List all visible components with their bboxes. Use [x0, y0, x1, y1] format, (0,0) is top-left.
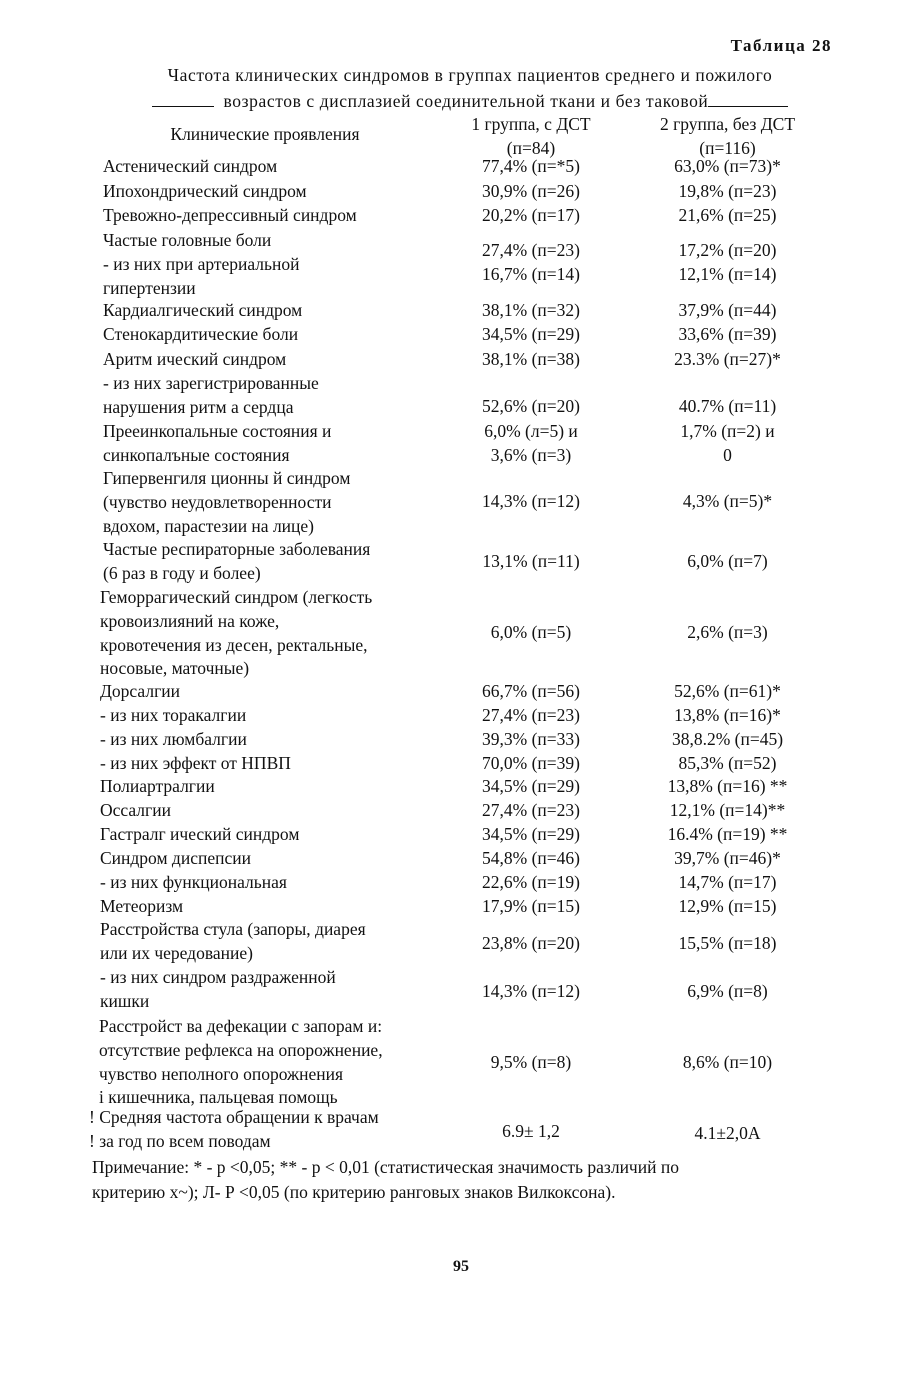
- group-2-value: 21,6% (п=25): [678, 205, 777, 225]
- row-label: - из них зарегистрированные нарушения ритм а сердца: [103, 373, 319, 417]
- group-2-value: 12,9% (п=15): [678, 896, 777, 916]
- row-label: Кардиалгический синдром: [103, 300, 303, 320]
- row-label: Расстройст ва дефекации с запорам и: отсутствие рефлекса на опорожнение, чувство неполного опорожнения і кишечника, пальцевая помощь: [99, 1016, 383, 1108]
- caption-line-2: возрастов с дисплазией соединительной ткани и без таковой: [223, 91, 709, 111]
- group-2-value: 14,7% (п=17): [678, 872, 777, 892]
- group-1-value: 14,3% (п=12): [482, 491, 580, 511]
- group-1-value: 77,4% (п=*5): [482, 156, 580, 176]
- row-label: Тревожно-депрессивный синдром: [103, 205, 357, 225]
- group-2-value: 13,8% (п=16)*: [674, 705, 781, 725]
- row-label: Оссалгии: [100, 800, 171, 820]
- row-label: Геморрагический синдром (легкость кровоизлияний на коже, кровотечения из десен, ректальные, носовые, маточные): [100, 587, 373, 679]
- row-label: Аритм ический синдром: [103, 349, 287, 369]
- group-1-value: 14,3% (п=12): [482, 981, 580, 1001]
- group-2-value: 40.7% (п=11): [678, 396, 777, 416]
- group-1-value: 30,9% (п=26): [482, 181, 580, 201]
- group-2-value: 1,7% (п=2) и 0: [680, 421, 775, 465]
- group-1-value: 23,8% (п=20): [482, 933, 580, 953]
- group-1-value: 6,0% (л=5) и 3,6% (п=3): [484, 421, 578, 465]
- row-label: - из них люмбалгии: [100, 729, 247, 749]
- group-1-value: 66,7% (п=56): [482, 681, 580, 701]
- group-1-value: 20,2% (п=17): [482, 205, 580, 225]
- row-label: Гипервенгиля ционны й синдром (чувство неудовлетворенности вдохом, парастезии на лице): [103, 468, 351, 536]
- row-label: - из них синдром раздраженной кишки: [100, 967, 336, 1011]
- row-label: - из них функциональная: [100, 872, 287, 892]
- group-1-value: 27,4% (п=23) 16,7% (п=14): [482, 240, 580, 284]
- header-clinical-manifestations: Клинические проявления: [170, 124, 360, 144]
- row-label: Метеоризм: [100, 896, 184, 916]
- group-1-value: 22,6% (п=19): [482, 872, 580, 892]
- group-1-value: 34,5% (п=29): [482, 824, 580, 844]
- group-2-value: 23.3% (п=27)*: [674, 349, 781, 369]
- group-2-value: 85,3% (п=52): [678, 753, 777, 773]
- group-2-value: 13,8% (п=16) **: [667, 776, 788, 796]
- row-label: Дорсалгии: [100, 681, 180, 701]
- group-2-value: 2,6% (п=3): [687, 622, 768, 642]
- caption-line-2-wrap: [90, 88, 850, 114]
- group-2-value: 63,0% (п=73)*: [674, 156, 781, 176]
- table-note: [92, 1155, 812, 1205]
- caption-line-1: Частота клинических синдромов в группах пациентов среднего и пожилого: [167, 65, 773, 85]
- group-2-value: 12,1% (п=14)**: [669, 800, 786, 820]
- group-1-value: 34,5% (п=29): [482, 776, 580, 796]
- row-label: Ипохондрический синдром: [103, 181, 307, 201]
- group-1-value: 9,5% (п=8): [490, 1052, 572, 1072]
- group-2-value: 52,6% (п=61)*: [674, 681, 781, 701]
- group-2-value: 4,3% (п=5)*: [682, 491, 773, 511]
- group-1-value: 38,1% (п=32): [482, 300, 580, 320]
- header-group-2: 2 группа, без ДСТ (п=116): [659, 114, 796, 158]
- group-2-value: 17,2% (п=20) 12,1% (п=14): [678, 240, 777, 284]
- group-1-value: 6,0% (п=5): [490, 622, 572, 642]
- group-2-value: 8,6% (п=10): [682, 1052, 773, 1072]
- group-2-value: 33,6% (п=39): [678, 324, 777, 344]
- row-label: - из них торакалгии: [100, 705, 247, 725]
- row-label: Частые респираторные заболевания (6 раз в году и более): [103, 539, 371, 583]
- table-caption: [90, 62, 850, 114]
- note-line-2: критерию x~); Л- Р <0,05 (по критерию ранговых знаков Вилкоксона).: [92, 1182, 616, 1202]
- group-1-value: 70,0% (п=39): [482, 753, 580, 773]
- group-2-value: 19,8% (п=23): [678, 181, 777, 201]
- page-number: 95: [453, 1258, 469, 1275]
- group-2-value: 16.4% (п=19) **: [667, 824, 788, 844]
- group-2-value: 15,5% (п=18): [678, 933, 777, 953]
- row-label: Полиартралгии: [100, 776, 215, 796]
- group-2-value: 6,9% (п=8): [687, 981, 768, 1001]
- group-2-value: 4.1±2,0А: [694, 1123, 761, 1143]
- group-1-value: 17,9% (п=15): [482, 896, 580, 916]
- group-1-value: 27,4% (п=23): [482, 705, 580, 725]
- group-1-value: 6.9± 1,2: [502, 1121, 560, 1141]
- group-1-value: 54,8% (п=46): [482, 848, 580, 868]
- row-label: Астенический синдром: [103, 156, 278, 176]
- group-1-value: 13,1% (п=11): [482, 551, 580, 571]
- group-2-value: 6,0% (п=7): [687, 551, 768, 571]
- group-1-value: 34,5% (п=29): [482, 324, 580, 344]
- header-group-1: 1 группа, с ДСТ (п=84): [471, 114, 591, 158]
- group-1-value: 39,3% (п=33): [482, 729, 580, 749]
- group-1-value: 27,4% (п=23): [482, 800, 580, 820]
- table-label: Таблица 28: [730, 36, 832, 55]
- caption-rule-left: [152, 90, 214, 107]
- row-label: Преeинкопальные состояния и синкопалъные состояния: [103, 421, 332, 465]
- row-label: Синдром диспепсии: [100, 848, 251, 868]
- caption-rule-right: [708, 90, 788, 107]
- group-1-value: 38,1% (п=38): [482, 349, 580, 369]
- row-label: Гастралг ический синдром: [100, 824, 300, 844]
- group-2-value: 37,9% (п=44): [678, 300, 777, 320]
- row-label: Стенокардитические боли: [103, 324, 299, 344]
- row-label: - из них эффект от НПВП: [100, 753, 291, 773]
- group-2-value: 39,7% (п=46)*: [674, 848, 781, 868]
- row-label: Расстройства стула (запоры, диарея или их чередование): [100, 919, 366, 963]
- group-1-value: 52,6% (п=20): [482, 396, 580, 416]
- row-label: ! Средняя частота обращении к врачам ! за год по всем поводам: [89, 1107, 379, 1151]
- note-line-1: Примечание: * - p <0,05; ** - p < 0,01 (статистическая значимость различий по: [92, 1157, 679, 1177]
- row-label: Частые головные боли - из них при артериальной гипертензии: [103, 230, 300, 298]
- group-2-value: 38,8.2% (п=45): [671, 729, 784, 749]
